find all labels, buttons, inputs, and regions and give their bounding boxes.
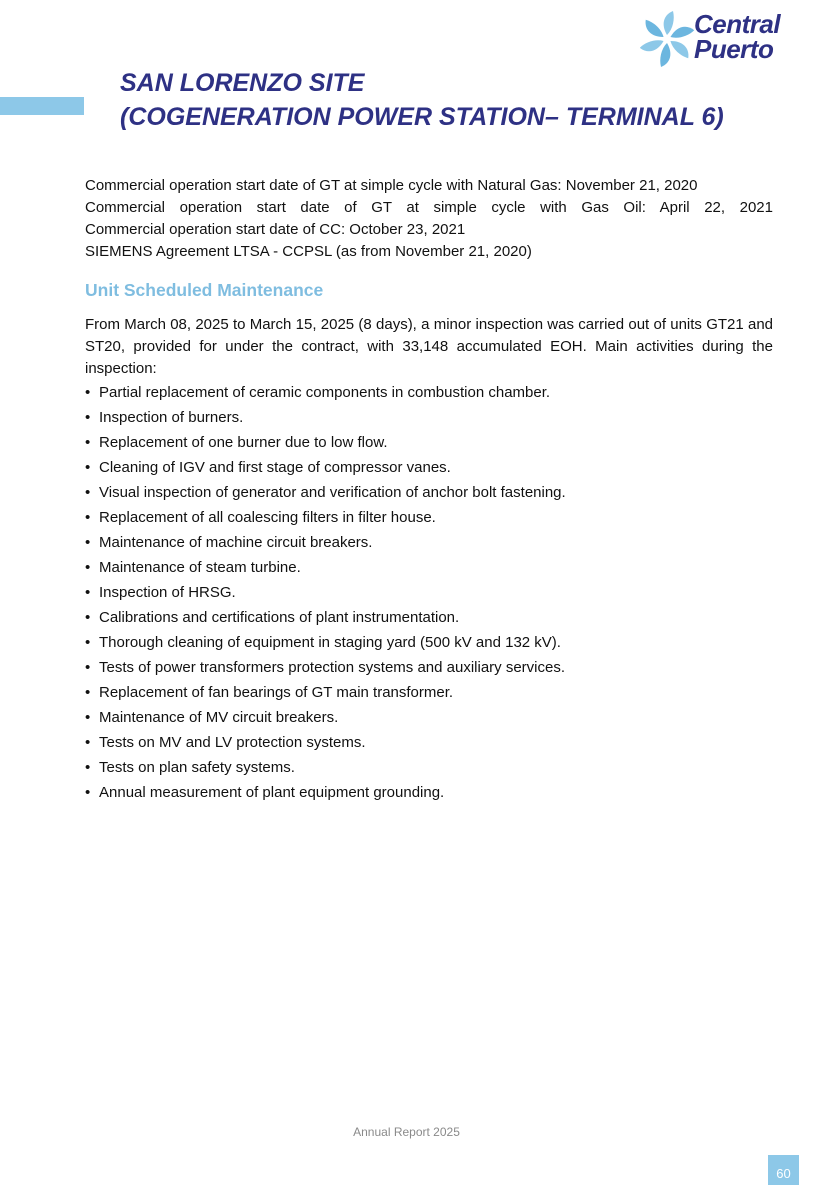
page-title-line2: (COGENERATION POWER STATION– TERMINAL 6) (120, 103, 724, 131)
list-item: • Calibrations and certifications of plant instrumentation. (85, 605, 773, 630)
page-title (120, 66, 724, 134)
list-item: • Thorough cleaning of equipment in staging yard (500 kV and 132 kV). (85, 630, 773, 655)
logo-wordmark (694, 9, 781, 64)
section-heading: Unit Scheduled Maintenance (85, 280, 324, 300)
page-number: 60 (768, 1155, 799, 1185)
list-item: • Tests of power transformers protection systems and auxiliary services. (85, 655, 773, 680)
list-item: • Maintenance of steam turbine. (85, 555, 773, 580)
page-title-line1: SAN LORENZO SITE (120, 69, 365, 97)
list-item: • Annual measurement of plant equipment grounding. (85, 780, 773, 805)
list-item: • Replacement of one burner due to low flow. (85, 430, 773, 455)
intro-cc-date: Commercial operation start date of CC: October 23, 2021 (85, 221, 466, 238)
footer-text: Annual Report 2025 (353, 1125, 460, 1139)
logo-text-line1: Central (694, 9, 781, 39)
activities-list (85, 380, 773, 805)
list-item: • Replacement of fan bearings of GT main transformer. (85, 680, 773, 705)
list-item: • Tests on plan safety systems. (85, 755, 773, 780)
maintenance-paragraph: From March 08, 2025 to March 15, 2025 (8 days), a minor inspection was carried out of units GT21 and ST20, provided for under the contract, with 33,148 accumulated EOH. Main activities during the inspection: (85, 316, 773, 377)
list-item: • Cleaning of IGV and first stage of compressor vanes. (85, 455, 773, 480)
list-item: • Tests on MV and LV protection systems. (85, 730, 773, 755)
intro-gas-oil-date: Commercial operation start date of GT at simple cycle with Gas Oil: April 22, 2021 (85, 199, 773, 216)
main-content (85, 175, 773, 805)
list-item: • Visual inspection of generator and verification of anchor bolt fastening. (85, 480, 773, 505)
accent-bar (0, 97, 84, 115)
intro-natural-gas-date: Commercial operation start date of GT at simple cycle with Natural Gas: November 21, 2020 (85, 177, 698, 194)
list-item: • Maintenance of MV circuit breakers. (85, 705, 773, 730)
central-puerto-logo (640, 8, 805, 72)
logo-text-line2: Puerto (694, 34, 774, 64)
intro-siemens-agreement: SIEMENS Agreement LTSA - CCPSL (as from November 21, 2020) (85, 243, 532, 260)
list-item: • Maintenance of machine circuit breakers. (85, 530, 773, 555)
pinwheel-icon (640, 8, 696, 68)
list-item: • Inspection of HRSG. (85, 580, 773, 605)
list-item: • Partial replacement of ceramic components in combustion chamber. (85, 380, 773, 405)
list-item: • Inspection of burners. (85, 405, 773, 430)
list-item: • Replacement of all coalescing filters in filter house. (85, 505, 773, 530)
